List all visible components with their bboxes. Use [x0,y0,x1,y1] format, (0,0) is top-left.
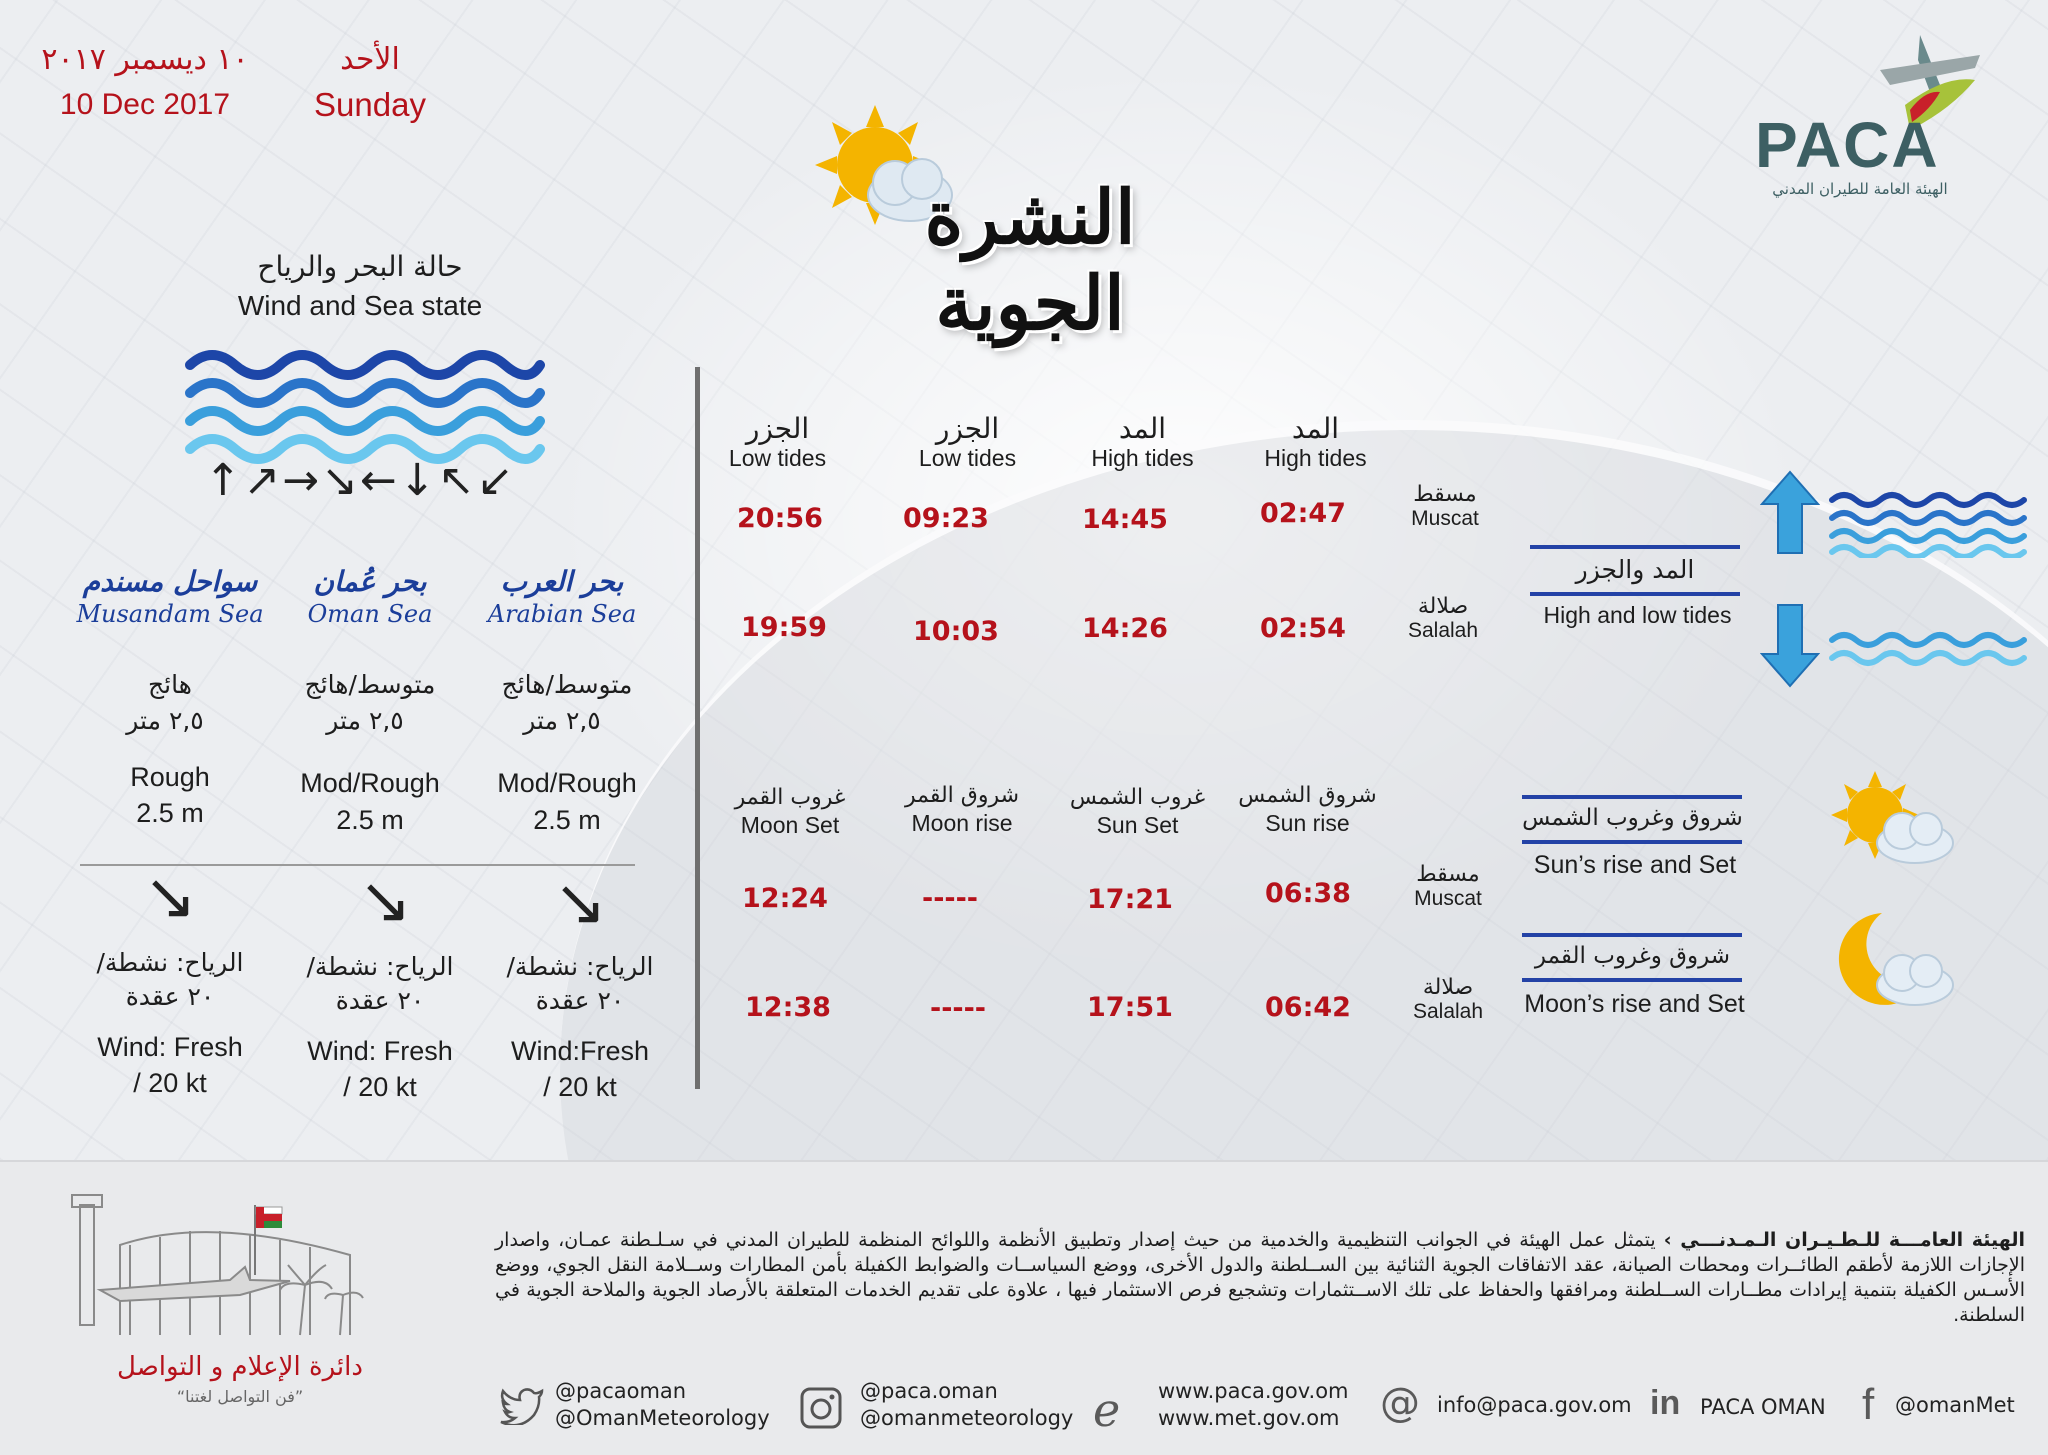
col-header-ar: الجزر [935,412,1000,445]
wind-en-line1: Wind: Fresh [97,1032,243,1062]
tide-value: 14:26 [1082,613,1168,644]
city-ar: مسقط [1416,862,1480,887]
website-2[interactable]: www.met.gov.om [1158,1406,1340,1430]
city-salalah [1393,594,1493,643]
instagram-icon[interactable] [800,1387,842,1438]
day-en: Sunday [314,86,426,123]
sun-legend-ar: شروق وغروب الشمس [1522,805,1743,831]
sunmoon-value: 06:38 [1265,878,1351,909]
sea-height-ar: ٢,٥ متر [326,706,404,735]
city-ar: مسقط [1413,482,1477,507]
web-browser-icon[interactable]: e [1093,1383,1121,1437]
tide-value: 02:54 [1260,613,1346,644]
city-en: Salalah [1407,619,1479,642]
wind-ar-line2: ٢٠ عقدة [335,986,425,1015]
col-header-ar: المد [1291,412,1340,445]
wind-sea-heading-ar: حالة البحر والرياح [257,250,463,283]
sunmoon-value: ----- [921,883,979,914]
tide-value: 09:23 [903,503,989,534]
sea-state-en: Mod/Rough [497,768,637,798]
email-at-icon[interactable]: @ [1380,1380,1420,1426]
website-1[interactable]: www.paca.gov.om [1158,1379,1349,1403]
sunmoon-value: 06:42 [1265,992,1351,1023]
tides-legend-ar: المد والجزر [1575,555,1695,584]
sea-column-oman [270,565,470,628]
sea-name-en: Oman Sea [307,600,433,628]
linkedin-name[interactable]: PACA OMAN [1700,1395,1826,1419]
sunmoon-col-4 [1225,783,1390,837]
wind-ar-line1: الرياح: نشطة/ [306,952,454,981]
sea-column-arabian [462,565,662,628]
col-header-en: Low tides [728,445,827,471]
footer-department: دائرة الإعلام و التواصل [117,1352,363,1382]
moon-cloud-icon [1820,905,1960,1020]
wind-arrow-icon: ↘ [553,866,607,940]
moon-legend-ar: شروق وغروب القمر [1534,943,1731,969]
airport-skyline-illustration [60,1185,380,1345]
sea-height-en: 2.5 m [336,805,404,835]
wind-ar-line1: الرياح: نشطة/ [506,952,654,981]
col-header-ar: شروق الشمس [1238,783,1377,808]
sea-name-en: Musandam Sea [76,600,264,628]
col-header-ar: الجزر [745,412,810,445]
facebook-icon[interactable]: f [1862,1380,1875,1429]
col-header-en: High tides [1091,445,1194,471]
tides-col-3 [1060,412,1225,472]
sea-name-ar: بحر عُمان [313,565,427,598]
city-muscat [1395,482,1495,531]
tides-legend-en: High and low tides [1543,602,1732,628]
legend-line [1522,840,1742,844]
wind-en-line2: / 20 kt [343,1072,417,1102]
sea-height-ar: ٢,٥ متر [126,706,204,735]
high-tide-waves-icon [1828,488,2028,558]
wind-en-line1: Wind: Fresh [307,1036,453,1066]
logo-arabic: الهيئة العامة للطيران المدني [1772,180,1948,198]
wind-ar-line2: ٢٠ عقدة [535,986,625,1015]
legend-line [1522,978,1742,982]
tide-value: 20:56 [737,503,823,534]
instagram-handles[interactable] [860,1378,1073,1432]
instagram-handle-1[interactable]: @paca.oman [860,1379,998,1403]
wind-arrow-icon: ↘ [143,860,197,934]
tide-value: 02:47 [1260,498,1346,529]
sea-height-en: 2.5 m [533,805,601,835]
sunmoon-col-1 [710,785,870,839]
col-header-ar: المد [1118,412,1167,445]
sunmoon-col-2 [882,783,1042,837]
sea-state-ar: هائج [148,670,192,699]
col-header-ar: غروب القمر [734,785,846,810]
city-en: Muscat [1411,507,1479,530]
city-salalah [1398,975,1498,1024]
main-divider [695,367,700,1089]
tides-col-2 [885,412,1050,472]
city-ar: صلالة [1417,594,1469,619]
col-header-en: Sun rise [1265,810,1350,836]
wind-ar-line2: ٢٠ عقدة [125,982,215,1011]
col-header-en: Moon rise [911,810,1013,836]
sunmoon-value: ----- [929,993,987,1024]
tide-value: 14:45 [1082,504,1168,535]
sunmoon-value: 12:38 [745,992,831,1023]
page-title: النشرة الجوية [924,175,1136,347]
arrow-up-icon [1760,470,1820,555]
wind-sea-heading-en: Wind and Sea state [237,290,483,321]
date-ar: ١٠ ديسمبر ٢٠١٧ [41,42,249,77]
sunmoon-value: 17:51 [1087,992,1173,1023]
sea-height-en: 2.5 m [136,798,204,828]
sea-state-ar: متوسط/هائج [501,670,633,699]
sun-legend-en: Sun’s rise and Set [1533,851,1737,879]
waves-icon [185,345,545,465]
wind-direction-arrows: ↑↗→↘←↓↖↙ [204,455,516,506]
legend-line [1530,545,1740,549]
footer-description-body: يتمثل عمل الهيئة في الجوانب التنظيمية والخدمية من حيث إصدار وتطبيق الأنظمة واللوائح المنظمة للطيران المدني في سـلـطنة عمـان، واصدار الإجازات اللازمة لأطقم الطائــرات ومحطات الصيانة، عقد الاتفاقات الجوية الثنائية بين الســلطنة والدول الأخرى، ووضع السياســات والضوابط الكفيلة بأمن المطارات وســلامة النقل الجوي، ووضع الأسـس الكفيلة بتنمية إيرادات مطــارات الســلطنة ومرافقها والحفاظ على تلك الاســتثمارات وتشجيع فرص الاستثمار فيها ، علاوة على تقديم الخدمات المتعلقة بالأرصاد الجوية والملاحة الجوية في السلطنة. [495,1229,2025,1326]
sea-state-ar: متوسط/هائج [304,670,436,699]
col-header-en: Sun Set [1096,812,1179,838]
wind-en-line2: / 20 kt [543,1072,617,1102]
city-en: Salalah [1412,1000,1484,1023]
city-muscat [1398,862,1498,911]
city-ar: صلالة [1422,975,1474,1000]
wind-ar-line1: الرياح: نشطة/ [96,948,244,977]
col-header-en: High tides [1264,445,1367,471]
email-address[interactable]: info@paca.gov.om [1437,1393,1632,1417]
logo-text: PACA [1755,109,1940,181]
wind-en-line1: Wind:Fresh [510,1036,650,1066]
sea-height-ar: ٢,٥ متر [523,706,601,735]
tide-value: 19:59 [741,612,827,643]
arrow-down-icon [1760,603,1820,688]
paca-logo [1740,30,2010,200]
sea-state-en: Mod/Rough [300,768,440,798]
sea-column-musandam [70,565,270,628]
twitter-handles[interactable] [555,1378,770,1432]
tides-col-4 [1233,412,1398,472]
footer-slogan: ”فن التواصل لغتنا“ [176,1387,304,1406]
moon-legend-en: Moon’s rise and Set [1524,990,1745,1018]
sunmoon-value: 12:24 [742,883,828,914]
sunmoon-value: 17:21 [1087,884,1173,915]
col-header-en: Low tides [918,445,1017,471]
wind-en-line2: / 20 kt [133,1068,207,1098]
websites[interactable] [1158,1378,1349,1432]
wind-arrow-icon: ↘ [358,864,412,938]
facebook-handle[interactable]: @omanMet [1895,1393,2015,1417]
footer-description-lead: الهيئة العامـــة للـطـيـران الـمـدنـــي › [1663,1229,2025,1251]
legend-line [1522,933,1742,937]
instagram-handle-2[interactable]: @omanmeteorology [860,1406,1074,1430]
city-en: Muscat [1414,887,1482,910]
legend-line [1530,592,1740,596]
sea-name-ar: بحر العرب [500,565,624,598]
twitter-handle-2[interactable]: @OmanMeteorology [555,1406,770,1430]
date-en: 10 Dec 2017 [59,88,231,121]
tides-col-1 [695,412,860,472]
sea-state-en: Rough [130,762,210,792]
col-header-en: Moon Set [740,812,840,838]
low-tide-waves-icon [1828,628,2028,668]
footer-description [495,1228,2025,1328]
sea-name-ar: سواحل مسندم [82,565,258,598]
col-header-ar: شروق القمر [904,783,1020,808]
sun-cloud-icon [1820,765,1960,875]
twitter-handle-1[interactable]: @pacaoman [555,1379,687,1403]
legend-line [1522,795,1742,799]
twitter-icon[interactable] [500,1385,544,1434]
day-ar: الأحد [340,42,400,77]
linkedin-icon[interactable]: in [1650,1384,1681,1422]
sea-name-en: Arabian Sea [487,600,637,628]
sunmoon-col-3 [1055,785,1220,839]
tide-value: 10:03 [913,616,999,647]
col-header-ar: غروب الشمس [1069,785,1206,810]
